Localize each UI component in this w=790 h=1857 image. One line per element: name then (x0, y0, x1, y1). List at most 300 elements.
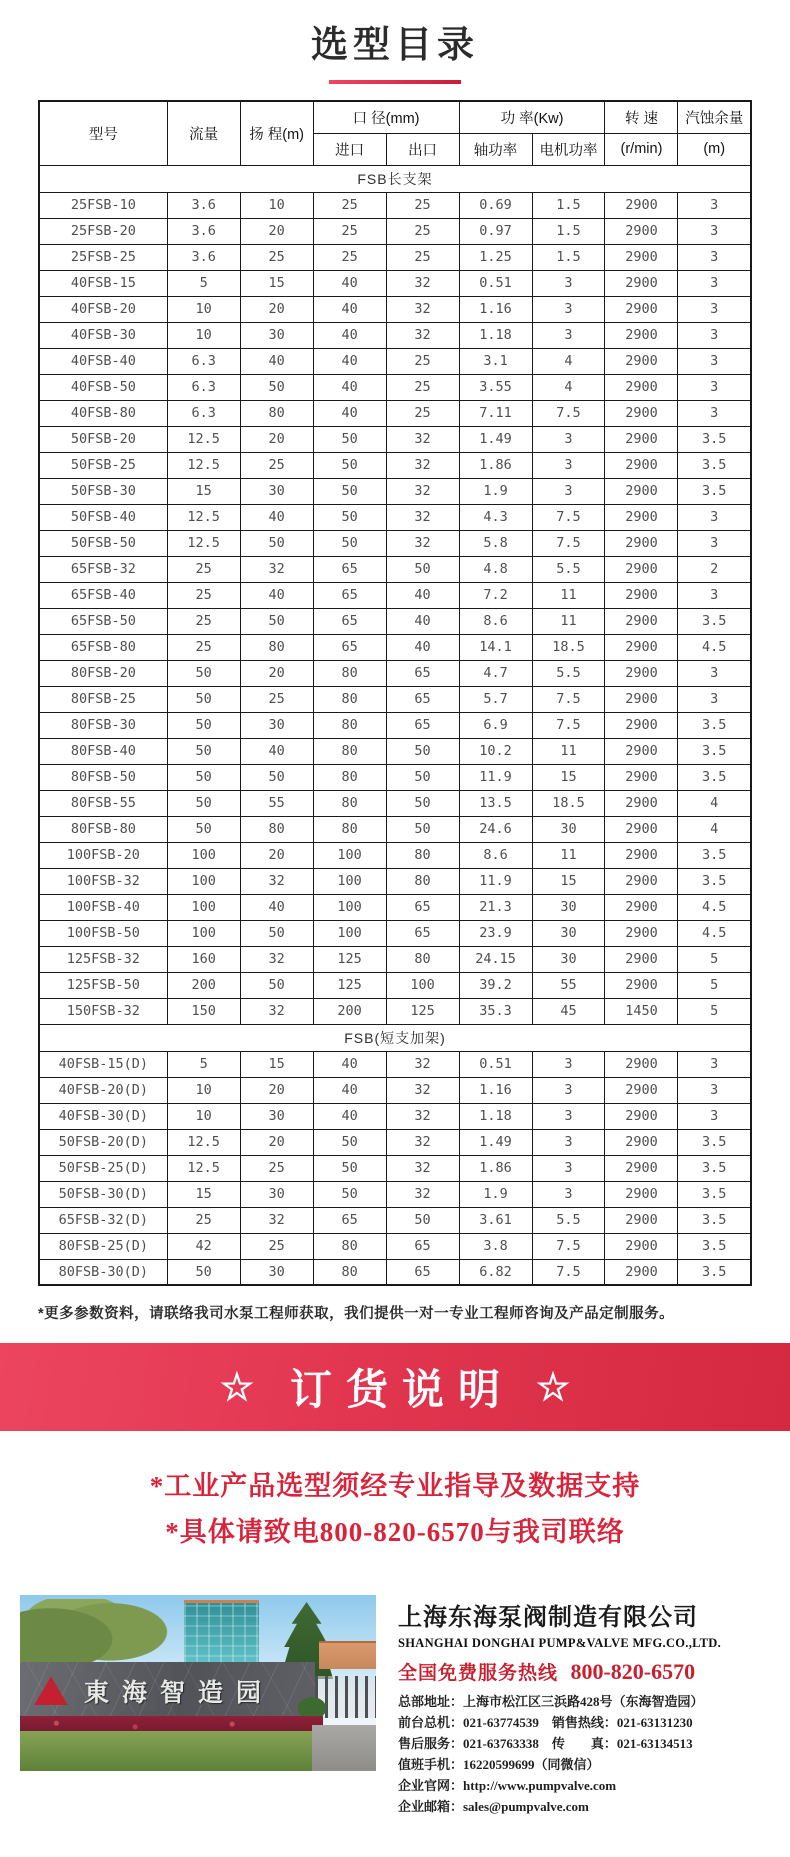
value-cell: 2900 (605, 790, 678, 816)
value-cell: 3.5 (678, 764, 751, 790)
value-cell: 2900 (605, 400, 678, 426)
value-cell: 3.1 (459, 348, 532, 374)
value-cell: 50 (167, 790, 240, 816)
value-cell: 2900 (605, 452, 678, 478)
model-cell: 50FSB-50 (39, 530, 167, 556)
value-cell: 2900 (605, 1207, 678, 1233)
detail-mobile: 值班手机：16220599699（同微信） (398, 1757, 600, 1772)
value-cell: 50 (240, 972, 313, 998)
value-cell: 3 (678, 530, 751, 556)
model-cell: 50FSB-20 (39, 426, 167, 452)
value-cell: 2900 (605, 660, 678, 686)
value-cell: 4 (532, 348, 605, 374)
value-cell: 65 (386, 894, 459, 920)
model-cell: 125FSB-32 (39, 946, 167, 972)
model-cell: 80FSB-25(D) (39, 1233, 167, 1259)
footer-section (0, 1561, 790, 1817)
value-cell: 6.82 (459, 1259, 532, 1285)
value-cell: 12.5 (167, 530, 240, 556)
value-cell: 50 (386, 556, 459, 582)
model-cell: 80FSB-50 (39, 764, 167, 790)
value-cell: 3.5 (678, 1181, 751, 1207)
table-row (39, 764, 751, 790)
table-row (39, 1259, 751, 1285)
driveway-graphic (312, 1725, 376, 1771)
pump-spec-table (38, 100, 752, 1286)
model-cell: 100FSB-40 (39, 894, 167, 920)
value-cell: 10 (167, 296, 240, 322)
value-cell: 32 (386, 504, 459, 530)
value-cell: 25 (167, 1207, 240, 1233)
value-cell: 5.5 (532, 1207, 605, 1233)
value-cell: 50 (240, 530, 313, 556)
table-row (39, 608, 751, 634)
value-cell: 0.51 (459, 270, 532, 296)
value-cell: 5.5 (532, 660, 605, 686)
value-cell: 40 (313, 1103, 386, 1129)
value-cell: 5.7 (459, 686, 532, 712)
value-cell: 32 (386, 1155, 459, 1181)
value-cell: 32 (386, 1077, 459, 1103)
value-cell: 10 (167, 1077, 240, 1103)
value-cell: 50 (386, 738, 459, 764)
value-cell: 4.5 (678, 894, 751, 920)
model-cell: 80FSB-30 (39, 712, 167, 738)
value-cell: 2900 (605, 1155, 678, 1181)
value-cell: 3 (678, 348, 751, 374)
value-cell: 1.5 (532, 218, 605, 244)
value-cell: 32 (386, 426, 459, 452)
value-cell: 65 (313, 634, 386, 660)
model-cell: 50FSB-30 (39, 478, 167, 504)
header-inlet: 进口 (313, 133, 386, 165)
value-cell: 2900 (605, 842, 678, 868)
value-cell: 5 (167, 270, 240, 296)
model-cell: 50FSB-40 (39, 504, 167, 530)
table-row (39, 738, 751, 764)
value-cell: 100 (167, 868, 240, 894)
value-cell: 3.5 (678, 712, 751, 738)
value-cell: 80 (313, 738, 386, 764)
value-cell: 2900 (605, 556, 678, 582)
value-cell: 25 (386, 244, 459, 270)
table-row (39, 218, 751, 244)
model-cell: 100FSB-32 (39, 868, 167, 894)
value-cell: 2900 (605, 738, 678, 764)
value-cell: 11 (532, 582, 605, 608)
value-cell: 2 (678, 556, 751, 582)
value-cell: 1.49 (459, 1129, 532, 1155)
title-underline-bar (329, 80, 461, 84)
value-cell: 15 (167, 1181, 240, 1207)
value-cell: 30 (240, 1181, 313, 1207)
footnote: *更多参数资料，请联络我司水泵工程师获取，我们提供一对一专业工程师咨询及产品定制服务。 (38, 1306, 675, 1322)
value-cell: 15 (240, 270, 313, 296)
value-cell: 5.5 (532, 556, 605, 582)
detail-phones: 前台总机：021-63774539 销售热线：021-63131230 (398, 1715, 693, 1730)
detail-website: 企业官网：http://www.pumpvalve.com (398, 1778, 617, 1793)
value-cell: 3 (678, 660, 751, 686)
value-cell: 3 (532, 1181, 605, 1207)
value-cell: 65 (386, 686, 459, 712)
value-cell: 200 (313, 998, 386, 1024)
value-cell: 2900 (605, 634, 678, 660)
value-cell: 3 (532, 296, 605, 322)
model-cell: 40FSB-30 (39, 322, 167, 348)
value-cell: 3 (678, 296, 751, 322)
value-cell: 23.9 (459, 920, 532, 946)
bush-graphic (294, 1694, 330, 1719)
value-cell: 7.5 (532, 504, 605, 530)
value-cell: 3 (532, 1155, 605, 1181)
value-cell: 3.5 (678, 452, 751, 478)
value-cell: 80 (386, 868, 459, 894)
value-cell: 10.2 (459, 738, 532, 764)
value-cell: 100 (167, 842, 240, 868)
value-cell: 40 (313, 374, 386, 400)
value-cell: 3 (678, 192, 751, 218)
value-cell: 32 (386, 1181, 459, 1207)
value-cell: 50 (313, 504, 386, 530)
model-cell: 80FSB-20 (39, 660, 167, 686)
value-cell: 25 (386, 374, 459, 400)
value-cell: 2900 (605, 712, 678, 738)
value-cell: 3.5 (678, 1233, 751, 1259)
value-cell: 4.5 (678, 920, 751, 946)
value-cell: 200 (167, 972, 240, 998)
value-cell: 2900 (605, 296, 678, 322)
value-cell: 50 (240, 608, 313, 634)
value-cell: 20 (240, 426, 313, 452)
distant-building-graphic (319, 1641, 376, 1669)
value-cell: 65 (386, 1233, 459, 1259)
value-cell: 6.3 (167, 348, 240, 374)
value-cell: 40 (313, 322, 386, 348)
model-cell: 65FSB-80 (39, 634, 167, 660)
value-cell: 5 (167, 1051, 240, 1077)
table-row (39, 816, 751, 842)
value-cell: 150 (167, 998, 240, 1024)
table-row (39, 426, 751, 452)
table-header (39, 101, 751, 165)
value-cell: 30 (240, 1103, 313, 1129)
value-cell: 32 (386, 322, 459, 348)
value-cell: 50 (313, 1155, 386, 1181)
table-row (39, 582, 751, 608)
table-row (39, 1129, 751, 1155)
header-flow: 流量 (167, 101, 240, 165)
header-npsh-unit: (m) (678, 133, 751, 165)
model-cell: 40FSB-50 (39, 374, 167, 400)
value-cell: 125 (386, 998, 459, 1024)
table-row (39, 478, 751, 504)
table-row (39, 712, 751, 738)
value-cell: 125 (313, 972, 386, 998)
value-cell: 4.7 (459, 660, 532, 686)
value-cell: 3 (532, 1051, 605, 1077)
page-title: 选型目录 (311, 24, 479, 65)
table-row (39, 296, 751, 322)
table-row (39, 530, 751, 556)
value-cell: 6.3 (167, 374, 240, 400)
value-cell: 11.9 (459, 764, 532, 790)
value-cell: 3 (678, 244, 751, 270)
value-cell: 3.5 (678, 1155, 751, 1181)
table-row (39, 504, 751, 530)
value-cell: 20 (240, 1077, 313, 1103)
value-cell: 65 (386, 660, 459, 686)
value-cell: 80 (313, 660, 386, 686)
value-cell: 15 (240, 1051, 313, 1077)
value-cell: 45 (532, 998, 605, 1024)
value-cell: 3.5 (678, 478, 751, 504)
value-cell: 7.5 (532, 1233, 605, 1259)
value-cell: 13.5 (459, 790, 532, 816)
value-cell: 25 (386, 218, 459, 244)
header-diameter-group: 口 径(mm) (313, 101, 459, 133)
value-cell: 40 (313, 270, 386, 296)
value-cell: 4.5 (678, 634, 751, 660)
value-cell: 18.5 (532, 634, 605, 660)
table-row (39, 634, 751, 660)
table-row (39, 244, 751, 270)
header-motor-power: 电机功率 (532, 133, 605, 165)
value-cell: 3 (532, 1077, 605, 1103)
value-cell: 3.5 (678, 1207, 751, 1233)
table-row (39, 790, 751, 816)
value-cell: 50 (386, 816, 459, 842)
value-cell: 50 (167, 686, 240, 712)
value-cell: 55 (532, 972, 605, 998)
model-cell: 100FSB-20 (39, 842, 167, 868)
pump-table-body (39, 165, 751, 1285)
table-row (39, 556, 751, 582)
value-cell: 3 (678, 218, 751, 244)
value-cell: 50 (313, 530, 386, 556)
value-cell: 80 (313, 764, 386, 790)
sign-text: 東海智造园 (84, 1678, 275, 1707)
value-cell: 4.3 (459, 504, 532, 530)
value-cell: 80 (313, 1233, 386, 1259)
value-cell: 40 (313, 348, 386, 374)
value-cell: 12.5 (167, 1155, 240, 1181)
value-cell: 21.3 (459, 894, 532, 920)
table-row (39, 1181, 751, 1207)
value-cell: 2900 (605, 868, 678, 894)
value-cell: 2900 (605, 348, 678, 374)
table-row (39, 998, 751, 1024)
value-cell: 25 (167, 556, 240, 582)
value-cell: 3.5 (678, 868, 751, 894)
value-cell: 0.69 (459, 192, 532, 218)
value-cell: 50 (313, 452, 386, 478)
model-cell: 65FSB-50 (39, 608, 167, 634)
table-row (39, 374, 751, 400)
value-cell: 32 (240, 946, 313, 972)
value-cell: 50 (167, 1259, 240, 1285)
value-cell: 18.5 (532, 790, 605, 816)
value-cell: 4.8 (459, 556, 532, 582)
value-cell: 25 (386, 192, 459, 218)
value-cell: 40 (386, 608, 459, 634)
value-cell: 2900 (605, 192, 678, 218)
value-cell: 7.2 (459, 582, 532, 608)
value-cell: 32 (240, 556, 313, 582)
value-cell: 50 (167, 816, 240, 842)
value-cell: 80 (313, 816, 386, 842)
value-cell: 50 (240, 764, 313, 790)
value-cell: 2900 (605, 218, 678, 244)
value-cell: 20 (240, 842, 313, 868)
value-cell: 4 (678, 816, 751, 842)
model-cell: 65FSB-40 (39, 582, 167, 608)
model-cell: 25FSB-10 (39, 192, 167, 218)
header-model: 型号 (39, 101, 167, 165)
header-shaft-power: 轴功率 (459, 133, 532, 165)
value-cell: 4 (532, 374, 605, 400)
order-instructions-banner (0, 1343, 790, 1431)
model-cell: 40FSB-80 (39, 400, 167, 426)
value-cell: 2900 (605, 946, 678, 972)
value-cell: 1.18 (459, 1103, 532, 1129)
model-cell: 25FSB-20 (39, 218, 167, 244)
table-row (39, 686, 751, 712)
value-cell: 6.9 (459, 712, 532, 738)
table-row (39, 920, 751, 946)
company-name: 上海东海泵阀制造有限公司 (398, 1604, 698, 1631)
value-cell: 11 (532, 608, 605, 634)
star-icon: ☆ (536, 1366, 571, 1409)
service-hotline (398, 1658, 721, 1685)
table-row (39, 946, 751, 972)
value-cell: 11 (532, 842, 605, 868)
value-cell: 3 (678, 504, 751, 530)
value-cell: 25 (167, 634, 240, 660)
table-row (39, 348, 751, 374)
model-cell: 40FSB-30(D) (39, 1103, 167, 1129)
value-cell: 2900 (605, 1051, 678, 1077)
value-cell: 50 (167, 764, 240, 790)
value-cell: 3 (678, 270, 751, 296)
value-cell: 50 (313, 478, 386, 504)
header-power-group: 功 率(Kw) (459, 101, 605, 133)
model-cell: 50FSB-20(D) (39, 1129, 167, 1155)
value-cell: 2900 (605, 608, 678, 634)
value-cell: 12.5 (167, 426, 240, 452)
model-cell: 80FSB-55 (39, 790, 167, 816)
value-cell: 3 (678, 1103, 751, 1129)
table-row (39, 868, 751, 894)
value-cell: 1450 (605, 998, 678, 1024)
value-cell: 3.61 (459, 1207, 532, 1233)
value-cell: 3 (532, 478, 605, 504)
value-cell: 65 (313, 582, 386, 608)
value-cell: 2900 (605, 1129, 678, 1155)
table-row (39, 894, 751, 920)
value-cell: 0.51 (459, 1051, 532, 1077)
value-cell: 32 (386, 1051, 459, 1077)
value-cell: 80 (240, 634, 313, 660)
value-cell: 3 (678, 1051, 751, 1077)
value-cell: 30 (532, 946, 605, 972)
value-cell: 3.5 (678, 426, 751, 452)
value-cell: 0.97 (459, 218, 532, 244)
value-cell: 3.55 (459, 374, 532, 400)
value-cell: 65 (386, 712, 459, 738)
value-cell: 30 (532, 920, 605, 946)
value-cell: 3 (678, 374, 751, 400)
value-cell: 3 (532, 452, 605, 478)
table-row (39, 1233, 751, 1259)
value-cell: 7.5 (532, 530, 605, 556)
value-cell: 32 (240, 1207, 313, 1233)
value-cell: 1.9 (459, 478, 532, 504)
value-cell: 100 (167, 894, 240, 920)
value-cell: 2900 (605, 920, 678, 946)
page-header (0, 0, 790, 84)
value-cell: 25 (240, 1155, 313, 1181)
value-cell: 3.5 (678, 738, 751, 764)
table-row (39, 192, 751, 218)
value-cell: 11.9 (459, 868, 532, 894)
model-cell: 125FSB-50 (39, 972, 167, 998)
table-row (39, 842, 751, 868)
value-cell: 40 (240, 738, 313, 764)
value-cell: 50 (167, 660, 240, 686)
value-cell: 40 (240, 504, 313, 530)
header-head: 扬 程(m) (240, 101, 313, 165)
model-cell: 25FSB-25 (39, 244, 167, 270)
value-cell: 1.49 (459, 426, 532, 452)
value-cell: 65 (313, 1207, 386, 1233)
value-cell: 160 (167, 946, 240, 972)
value-cell: 50 (167, 738, 240, 764)
value-cell: 3.5 (678, 1129, 751, 1155)
section-row (39, 165, 751, 192)
model-cell: 150FSB-32 (39, 998, 167, 1024)
table-row (39, 452, 751, 478)
value-cell: 80 (240, 816, 313, 842)
value-cell: 1.86 (459, 1155, 532, 1181)
order-notice-line: *具体请致电800-820-6570与我司联络 (165, 1517, 625, 1547)
value-cell: 2900 (605, 374, 678, 400)
value-cell: 40 (386, 582, 459, 608)
value-cell: 100 (313, 842, 386, 868)
value-cell: 12.5 (167, 452, 240, 478)
value-cell: 1.86 (459, 452, 532, 478)
value-cell: 25 (313, 218, 386, 244)
model-cell: 40FSB-20(D) (39, 1077, 167, 1103)
value-cell: 2900 (605, 504, 678, 530)
table-row (39, 322, 751, 348)
value-cell: 3 (678, 582, 751, 608)
value-cell: 2900 (605, 478, 678, 504)
value-cell: 2900 (605, 322, 678, 348)
value-cell: 100 (167, 920, 240, 946)
model-cell: 80FSB-40 (39, 738, 167, 764)
value-cell: 10 (240, 192, 313, 218)
value-cell: 65 (313, 608, 386, 634)
value-cell: 2900 (605, 894, 678, 920)
value-cell: 25 (240, 244, 313, 270)
table-row (39, 1051, 751, 1077)
value-cell: 15 (167, 478, 240, 504)
table-row (39, 660, 751, 686)
header-npsh: 汽蚀余量 (678, 101, 751, 133)
value-cell: 24.15 (459, 946, 532, 972)
value-cell: 3 (678, 400, 751, 426)
value-cell: 100 (313, 920, 386, 946)
